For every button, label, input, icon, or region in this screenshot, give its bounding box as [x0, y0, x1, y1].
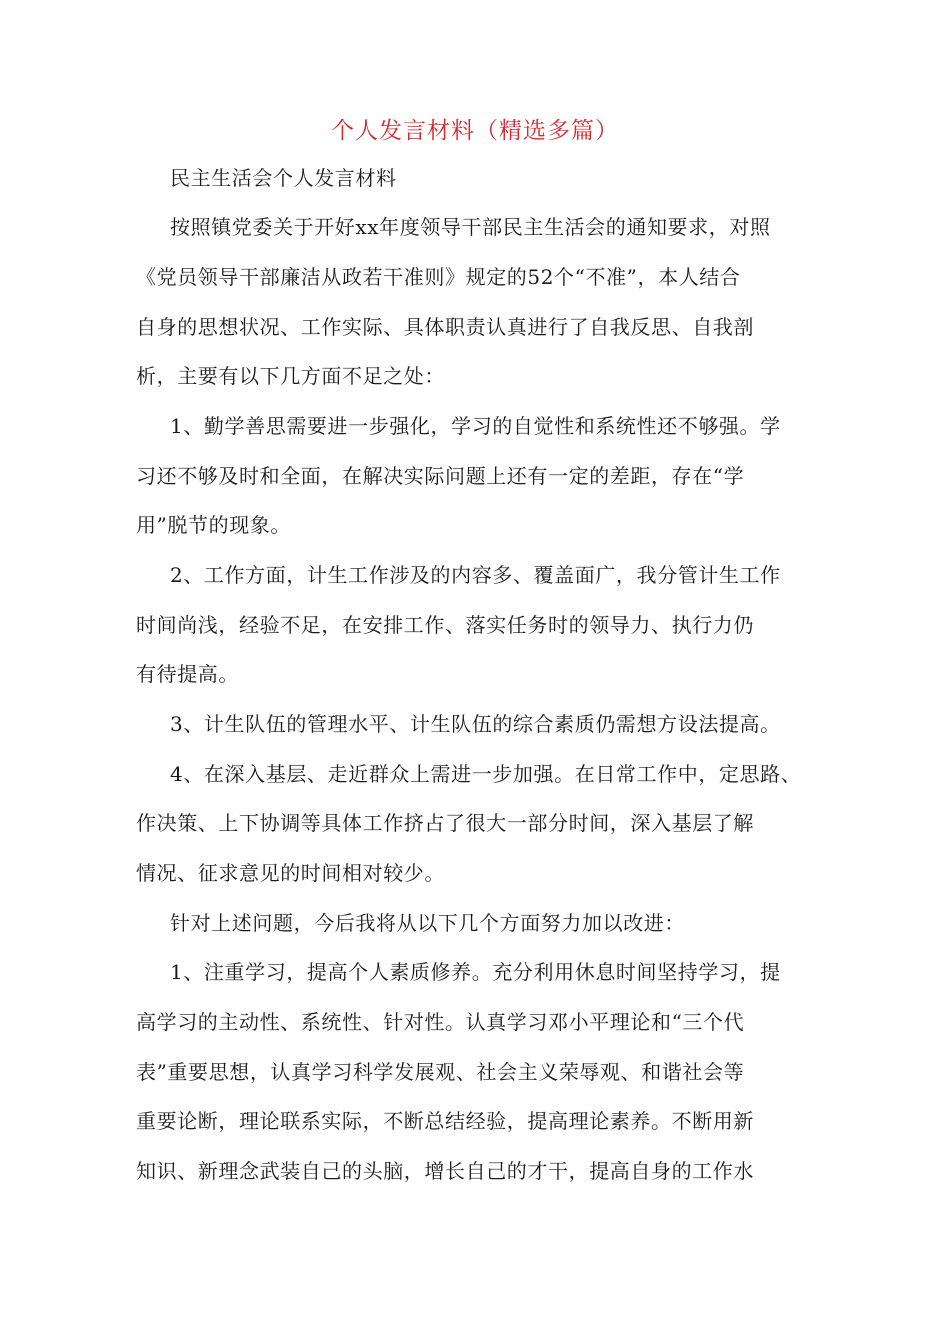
paragraph-line: 知识、新理念武装自己的头脑，增长自己的才干，提高自身的工作水: [136, 1159, 754, 1183]
paragraph-line: 时间尚浅，经验不足，在安排工作、落实任务时的领导力、执行力仍: [136, 613, 754, 637]
paragraph-line: 按照镇党委关于开好xx年度领导干部民主生活会的通知要求，对照: [170, 215, 771, 239]
paragraph-line: 1、注重学习，提高个人素质修养。充分利用休息时间坚持学习，提: [170, 960, 781, 984]
paragraph-line: 作决策、上下协调等具体工作挤占了很大一部分时间，深入基层了解: [136, 811, 754, 835]
paragraph-line: 4、在深入基层、走近群众上需进一步加强。在日常工作中，定思路、: [170, 762, 802, 786]
subtitle-line: 民主生活会个人发言材料: [170, 166, 397, 190]
paragraph-line: 高学习的主动性、系统性、针对性。认真学习邓小平理论和“三个代: [136, 1010, 745, 1034]
document-title: 个人发言材料（精选多篇）: [331, 118, 619, 144]
paragraph-line: 1、勤学善思需要进一步强化，学习的自觉性和系统性还不够强。学: [170, 414, 781, 438]
paragraph-line: 有待提高。: [136, 662, 239, 686]
paragraph-line: 3、计生队伍的管理水平、计生队伍的综合素质仍需想方设法提高。: [170, 712, 781, 736]
paragraph-line: 2、工作方面，计生工作涉及的内容多、覆盖面广，我分管计生工作: [170, 563, 781, 587]
paragraph-line: 《党员领导干部廉洁从政若干准则》规定的52个“不准”，本人结合: [136, 265, 741, 289]
paragraph-line: 针对上述问题，今后我将从以下几个方面努力加以改进：: [170, 911, 685, 935]
paragraph-line: 习还不够及时和全面，在解决实际问题上还有一定的差距，存在“学: [136, 464, 745, 488]
paragraph-line: 用”脱节的现象。: [136, 513, 292, 537]
paragraph-line: 表”重要思想，认真学习科学发展观、社会主义荣辱观、和谐社会等: [136, 1060, 745, 1084]
paragraph-line: 重要论断，理论联系实际，不断总结经验，提高理论素养。不断用新: [136, 1109, 754, 1133]
paragraph-line: 析，主要有以下几方面不足之处：: [136, 364, 445, 388]
paragraph-line: 自身的思想状况、工作实际、具体职责认真进行了自我反思、自我剖: [136, 315, 754, 339]
paragraph-line: 情况、征求意见的时间相对较少。: [136, 861, 445, 885]
